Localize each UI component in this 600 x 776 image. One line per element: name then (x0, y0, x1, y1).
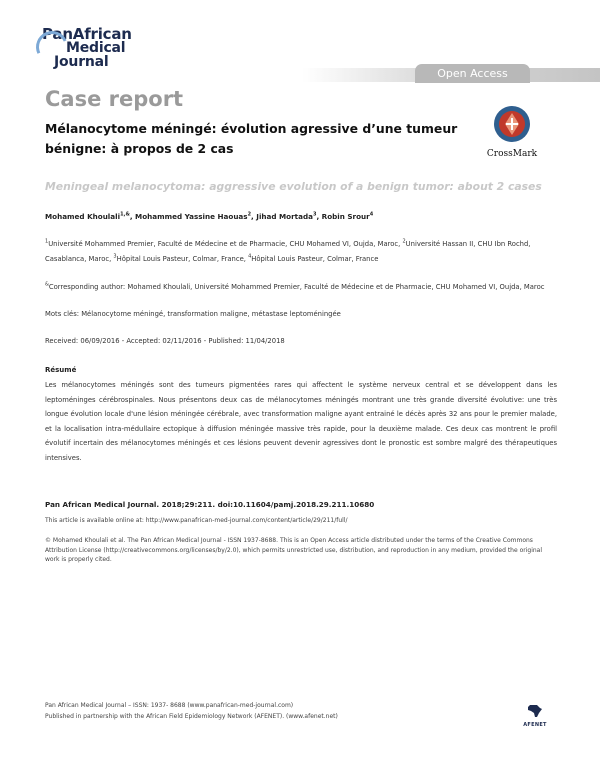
article-title-en: Meningeal melanocytoma: aggressive evolution of a benign tumor: about 2 cases (45, 180, 542, 193)
affiliation-text: Université Mohammed Premier, Faculté de Médecine et de Pharmacie, CHU Mohamed VI, Oujda, Maroc, (48, 240, 403, 248)
journal-logo (42, 27, 132, 69)
affiliation-text: Hôpital Louis Pasteur, Colmar, France, (116, 255, 249, 263)
logo-line-2: Medical (66, 40, 126, 56)
crossmark-badge[interactable] (484, 104, 540, 159)
author-name: Robin Srour (321, 212, 370, 221)
affiliation-text: Université Hassan II, CHU Ibn Rochd, Casablanca, Maroc, (45, 240, 531, 263)
author-name: Mohammed Yassine Haouas (135, 212, 248, 221)
affil-sup: 3 (113, 253, 117, 260)
author-sup: 4 (369, 211, 374, 218)
abstract-text: Les mélanocytomes méningés sont des tumeurs pigmentées rares qui affectent le système nerveux central et se développent dans les leptoméninges cérébrospinales. Nous présentons deux cas de mélanocytomes méningés montrant une très grande diversité évolutive: une très longue évolution locale d'une lésion méningée cérébrale, avec transformation maligne ayant entrainé le décès après 32 ans pour le premier malade, et la localisation intra-médullaire ectopique à diffusion méningée massive très rapide, pour la deuxième malade. Ces deux cas montrent le profil évolutif incertain des mélanocytomes méningés et ces lésions peuvent devenir agressives dont le pronostic est sombre malgré des thérapeutiques intensives. (45, 381, 557, 462)
affil-sup: 1 (45, 238, 49, 245)
author-sup: 2 (247, 211, 252, 218)
affiliations (45, 237, 557, 267)
afenet-label: AFENET (523, 722, 547, 728)
author-name: Jihad Mortada (256, 212, 313, 221)
crossmark-label: CrossMark (486, 149, 538, 159)
citation: Pan African Medical Journal. 2018;29:211. doi:10.11604/pamj.2018.29.211.10680 (45, 500, 375, 509)
affil-sup: 4 (248, 253, 252, 260)
keywords: Mots clés: Mélanocytome méningé, transformation maligne, métastase leptoméningée (45, 310, 341, 318)
article-type: Case report (45, 87, 184, 111)
availability-link[interactable]: This article is available online at: http://www.panafrican-med-journal.com/content/article/29/211/full/ (45, 517, 348, 524)
open-access-badge: Open Access (415, 64, 530, 83)
author-sep: , (316, 212, 322, 221)
corresponding-author (45, 280, 557, 295)
footer-journal-info: Pan African Medical Journal – ISSN: 1937- 8688 (www.panafrican-med-journal.com) (45, 702, 294, 709)
affil-sup: 2 (402, 238, 406, 245)
crossmark-icon (492, 104, 532, 144)
article-title-fr: Mélanocytome méningé: évolution agressive d’une tumeur bénigne: à propos de 2 cas (45, 121, 458, 156)
author-sep: , (129, 212, 136, 221)
logo-line-1: PanAfrican (42, 25, 132, 43)
license-text: © Mohamed Khoulali et al. The Pan African Medical Journal - ISSN 1937-8688. This is an Open Access article distributed under the terms of the Creative Commons Attribution License (http://creativecommons.org/licenses/by/2.0), which permits unrestricted use, distribution, and reproduction in any medium, provided the original work is properly cited. (45, 537, 543, 564)
publication-dates: Received: 06/09/2016 - Accepted: 02/11/2016 - Published: 11/04/2018 (45, 337, 285, 345)
author-sup: 3 (312, 211, 317, 218)
corresponding-text: Corresponding author: Mohamed Khoulali, Université Mohammed Premier, Faculté de Médecine et de Pharmacie, CHU Mohamed VI, Oujda, Maroc (48, 283, 545, 291)
author-list (45, 212, 373, 221)
corr-sup: & (45, 281, 49, 288)
author-sup: 1,& (120, 211, 130, 218)
logo-line-3: Journal (54, 54, 109, 70)
footer-partnership: Published in partnership with the African Field Epidemiology Network (AFENET). (www.afenet.net) (45, 713, 338, 720)
afenet-logo (513, 703, 557, 728)
affiliation-text: Hôpital Louis Pasteur, Colmar, France (251, 255, 379, 263)
abstract-heading: Résumé (45, 366, 77, 374)
africa-map-icon (526, 704, 544, 718)
author-sep: , (251, 212, 257, 221)
author-name: Mohamed Khoulali (45, 212, 121, 221)
